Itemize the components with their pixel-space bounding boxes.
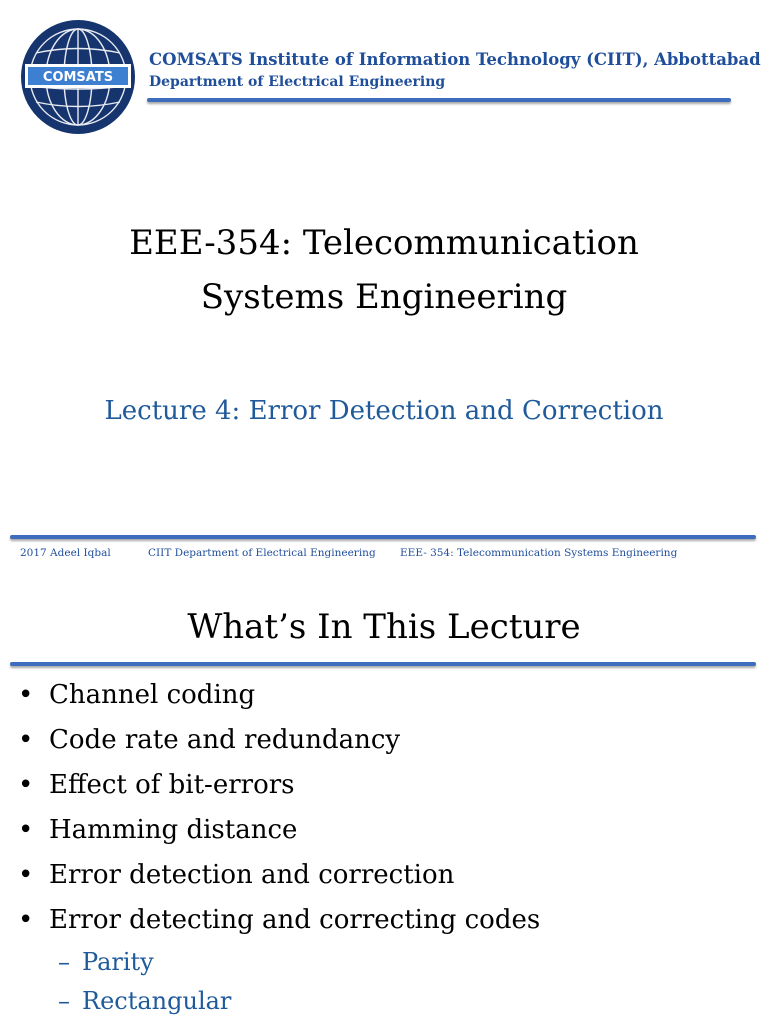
- list-item: [18, 808, 758, 853]
- slide-title: What’s In This Lecture: [187, 607, 581, 647]
- bullet-glyph: •: [18, 860, 34, 890]
- header-rule: [147, 98, 731, 102]
- list-item-text: Hamming distance: [49, 815, 298, 845]
- bullet-glyph: •: [18, 770, 34, 800]
- bullet-glyph: •: [18, 680, 34, 710]
- footer-course: EEE- 354: Telecommunication Systems Engineering: [400, 547, 678, 559]
- course-title: [0, 216, 768, 324]
- dash-glyph: –: [58, 948, 70, 976]
- dash-glyph: –: [58, 987, 70, 1015]
- bullet-glyph: •: [18, 815, 34, 845]
- list-item: [18, 763, 758, 808]
- institute-name: COMSATS Institute of Information Technology (CIIT), Abbottabad: [149, 50, 761, 69]
- bullet-glyph: •: [18, 905, 34, 935]
- list-item-text: Error detection and correction: [49, 860, 455, 890]
- title-rule: [10, 662, 756, 666]
- sub-list-item: [58, 982, 231, 1021]
- sub-bullet-list: [58, 943, 231, 1021]
- footer-rule: [10, 535, 756, 539]
- lecture-title: Lecture 4: Error Detection and Correction: [104, 396, 664, 426]
- footer-department: CIIT Department of Electrical Engineering: [148, 547, 376, 559]
- list-item-text: Channel coding: [49, 680, 256, 710]
- department-name: Department of Electrical Engineering: [149, 74, 446, 90]
- list-item: [18, 673, 758, 718]
- logo-wordmark: COMSATS: [42, 70, 114, 85]
- list-item: [18, 853, 758, 898]
- list-item-text: Error detecting and correcting codes: [49, 905, 541, 935]
- sub-list-item-text: Parity: [82, 948, 154, 976]
- list-item: [18, 898, 758, 943]
- list-item-text: Code rate and redundancy: [49, 725, 401, 755]
- sub-list-item: [58, 943, 231, 982]
- bullet-list: [18, 673, 758, 943]
- bullet-glyph: •: [18, 725, 34, 755]
- sub-list-item-text: Rectangular: [82, 987, 232, 1015]
- course-title-line1: EEE-354: Telecommunication: [129, 223, 639, 263]
- list-item: [18, 718, 758, 763]
- course-title-line2: Systems Engineering: [200, 277, 568, 317]
- footer-author: 2017 Adeel Iqbal: [20, 547, 111, 559]
- contents-slide: [0, 585, 768, 1024]
- comsats-logo: [21, 20, 135, 134]
- list-item-text: Effect of bit-errors: [49, 770, 295, 800]
